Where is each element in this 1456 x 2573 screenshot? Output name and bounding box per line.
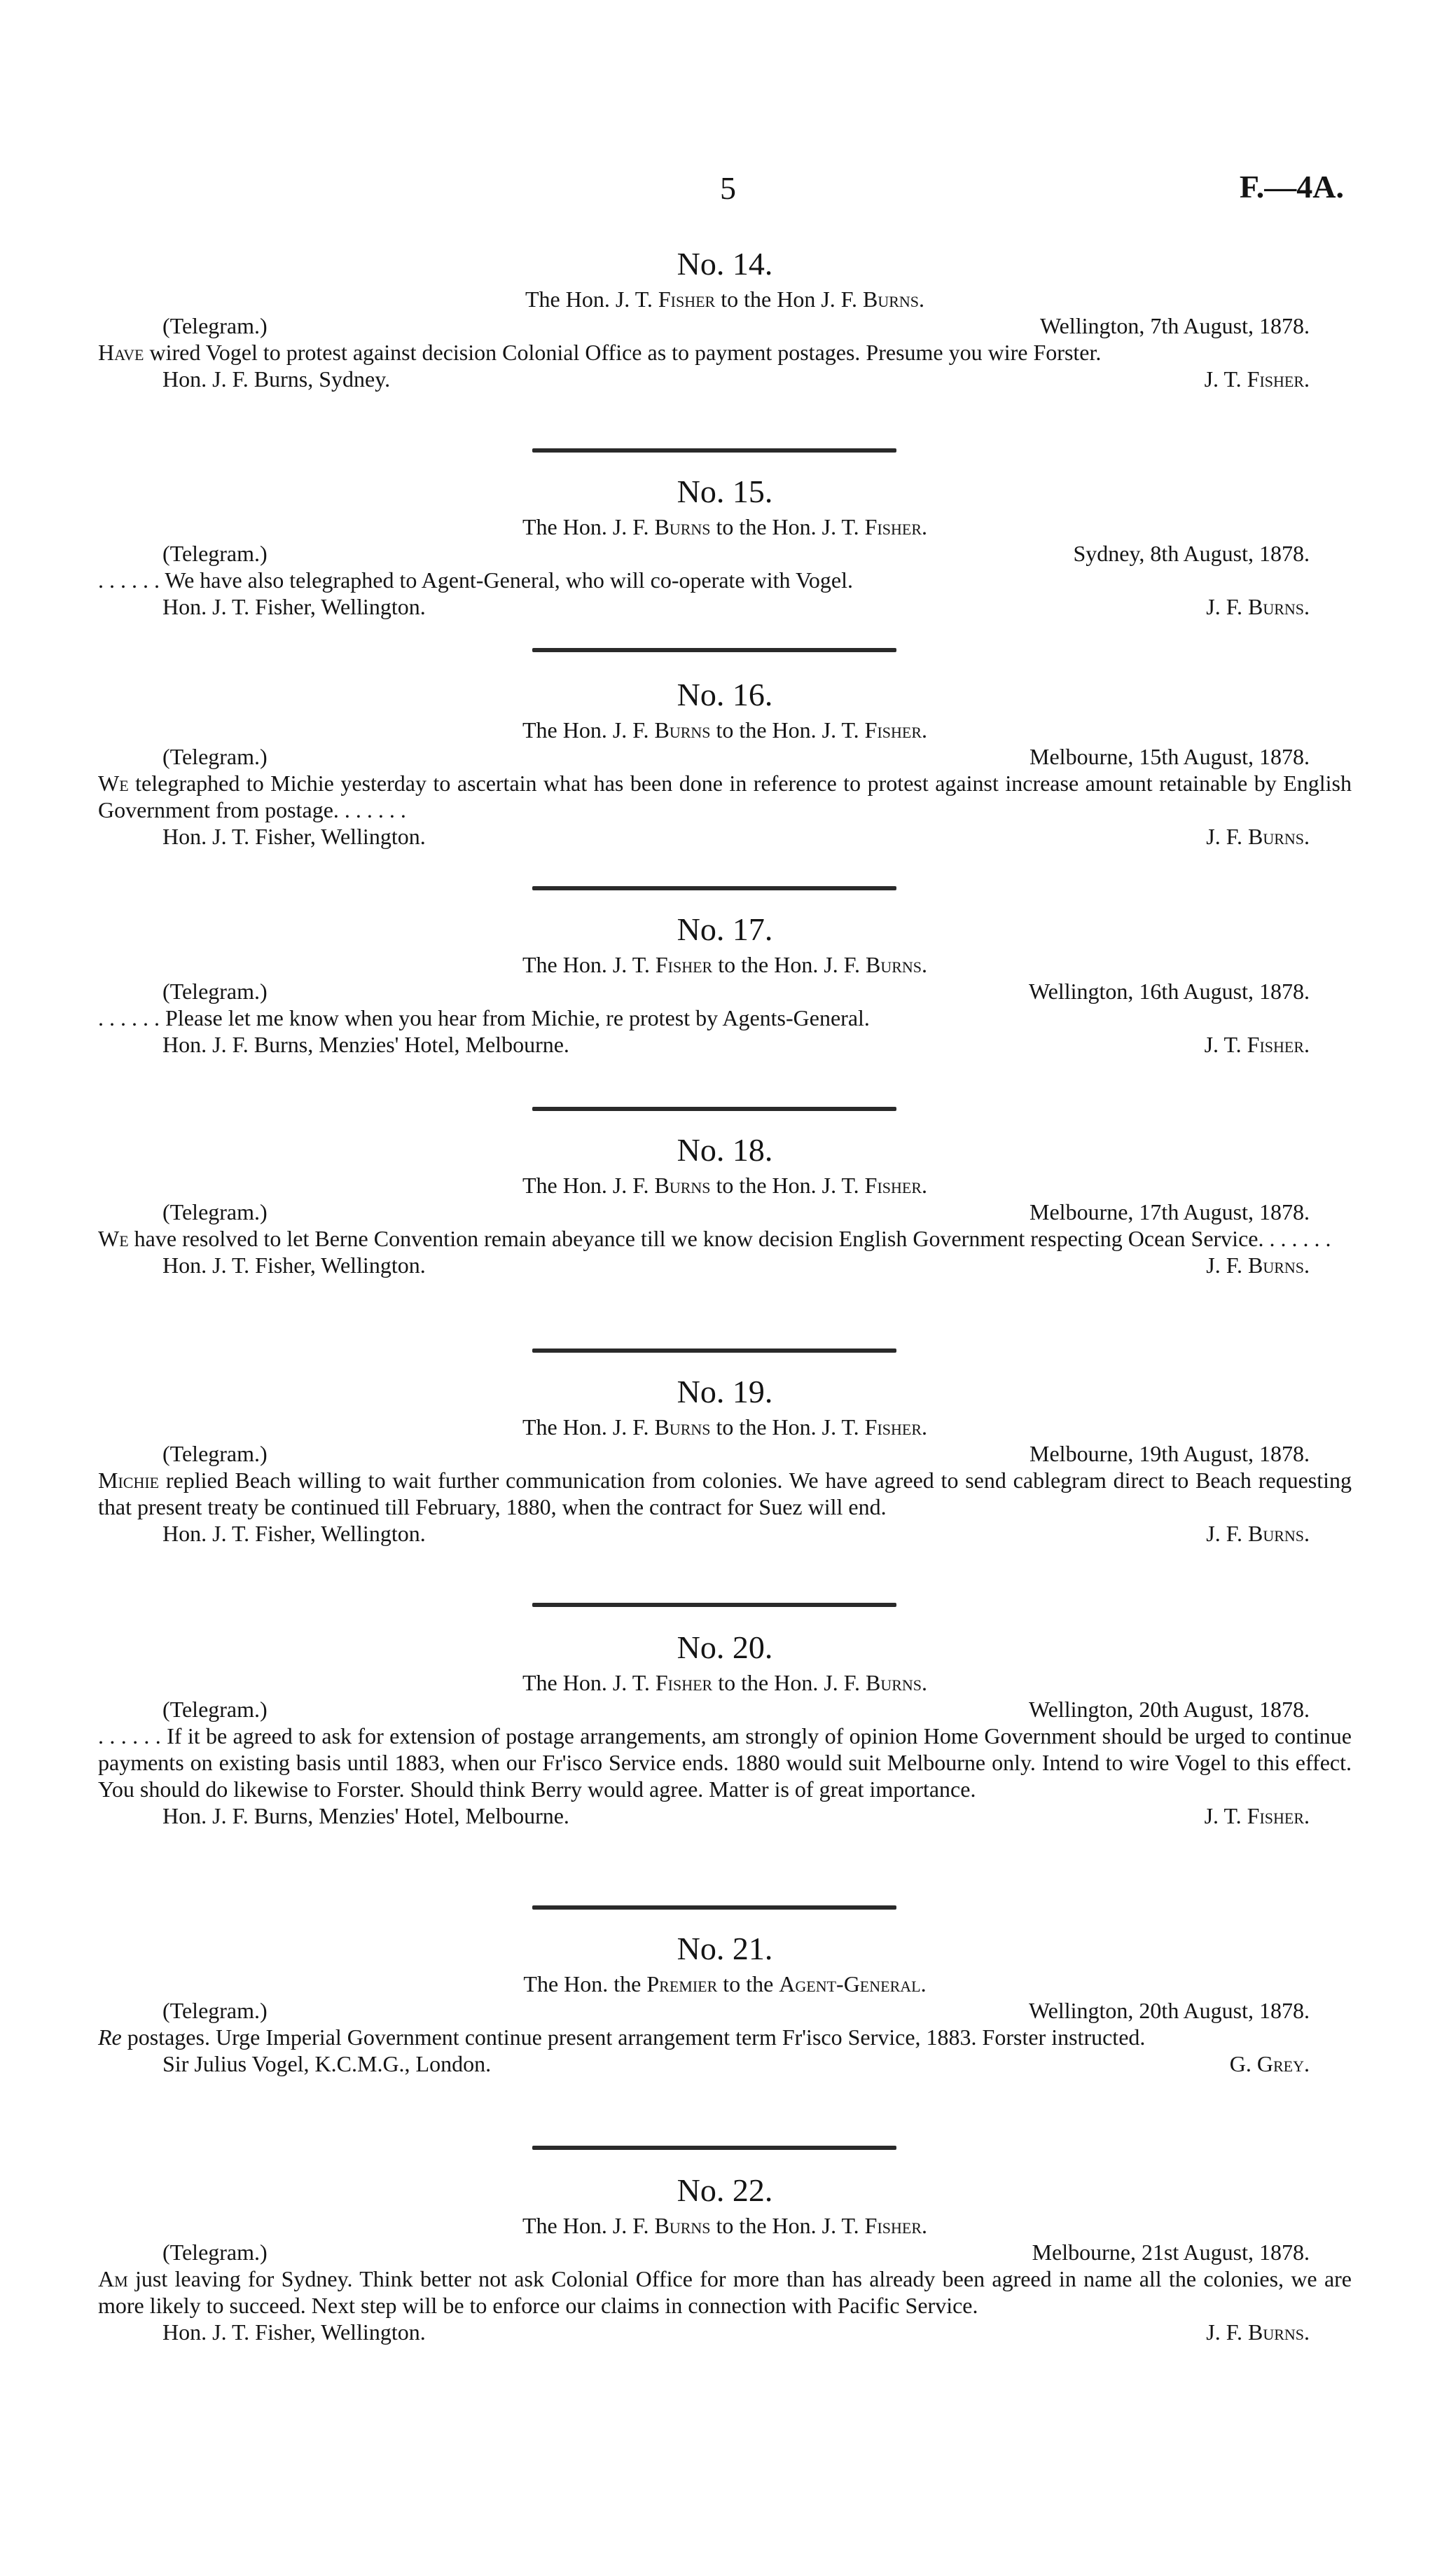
telegram-no-18 bbox=[98, 1131, 1352, 1278]
telegram-number: No. 14. bbox=[677, 246, 773, 282]
telegram-number: No. 22. bbox=[677, 2172, 773, 2208]
telegram-parties: The Hon. J. T. Fisher to the Hon. J. F. Burns. bbox=[522, 952, 928, 977]
telegram-no-16 bbox=[98, 676, 1352, 850]
telegram-body: . . . . . . We have also telegraphed to Agent-General, who will co-operate with Vogel. bbox=[98, 567, 854, 593]
telegram-no-17 bbox=[98, 911, 1352, 1058]
telegram-number: No. 19. bbox=[677, 1374, 773, 1409]
telegram-no-22 bbox=[98, 2172, 1352, 2345]
telegram-number: No. 20. bbox=[677, 1629, 773, 1665]
telegram-body: We telegraphed to Michie yesterday to ascertain what has been done in reference to protest against increase amount retainable by English Government from postage. . . . . . . bbox=[98, 771, 1352, 822]
telegram-parties: The Hon. J. T. Fisher to the Hon. J. F. Burns. bbox=[522, 1670, 928, 1695]
telegram-no-14 bbox=[98, 245, 1352, 392]
section-divider bbox=[532, 1107, 896, 1111]
section-divider bbox=[532, 1348, 896, 1353]
telegram-no-21 bbox=[98, 1930, 1352, 2077]
telegram-meta: (Telegram.) Melbourne, 15th August, 1878. bbox=[162, 744, 1310, 769]
telegram-parties: The Hon. the Premier to the Agent-General. bbox=[523, 1971, 927, 1996]
telegram-parties: The Hon. J. T. Fisher to the Hon J. F. Burns. bbox=[525, 287, 925, 312]
section-divider bbox=[532, 648, 896, 652]
telegram-parties: The Hon. J. F. Burns to the Hon. J. T. Fisher. bbox=[522, 1173, 928, 1198]
telegram-no-19 bbox=[98, 1373, 1352, 1547]
telegram-parties: The Hon. J. F. Burns to the Hon. J. T. Fisher. bbox=[522, 2213, 928, 2238]
telegram-body: Re postages. Urge Imperial Government continue present arrangement term Fr'isco Service, 1883. Forster instructed. bbox=[98, 2024, 1146, 2050]
telegram-parties: The Hon. J. F. Burns to the Hon. J. T. Fisher. bbox=[522, 717, 928, 743]
telegram-signoff: Hon. J. F. Burns, Menzies' Hotel, Melbourne. J. T. Fisher. bbox=[162, 1803, 1310, 1828]
telegram-number: No. 18. bbox=[677, 1132, 773, 1168]
telegram-no-20 bbox=[98, 1629, 1352, 1829]
telegram-number: No. 15. bbox=[677, 474, 773, 509]
section-divider bbox=[532, 886, 896, 890]
telegram-meta: (Telegram.) Melbourne, 19th August, 1878. bbox=[162, 1441, 1310, 1466]
telegram-number: No. 16. bbox=[677, 677, 773, 712]
telegram-body: Have wired Vogel to protest against decision Colonial Office as to payment postages. Presume you wire Forster. bbox=[98, 340, 1102, 365]
telegram-body: . . . . . . If it be agreed to ask for extension of postage arrangements, am strongly of opinion Home Government should be urged to continue payments on existing basis until 1883, when our Fr'isco Service ends. 1880 would suit Melbourne only. Intend to wire Vogel to this effect. You should do likewise to Forster. Should think Berry would agree. Matter is of great importance. bbox=[98, 1723, 1352, 1802]
telegram-signoff: Sir Julius Vogel, K.C.M.G., London. G. Grey. bbox=[162, 2051, 1310, 2076]
section-divider bbox=[532, 448, 896, 453]
telegram-body: Am just leaving for Sydney. Think better not ask Colonial Office for more than has already been agreed in name all the colonies, we are more likely to succeed. Next step will be to enforce our claims in connection with Pacific Service. bbox=[98, 2266, 1352, 2318]
section-divider bbox=[532, 1603, 896, 1607]
telegram-signoff: Hon. J. T. Fisher, Wellington. J. F. Burns. bbox=[162, 594, 1310, 619]
telegram-meta: (Telegram.) Sydney, 8th August, 1878. bbox=[162, 541, 1310, 566]
telegram-number: No. 21. bbox=[677, 1931, 773, 1966]
telegram-no-15 bbox=[98, 473, 1352, 620]
telegram-signoff: Hon. J. F. Burns, Menzies' Hotel, Melbourne. J. T. Fisher. bbox=[162, 1032, 1310, 1057]
telegram-parties: The Hon. J. F. Burns to the Hon. J. T. Fisher. bbox=[522, 514, 928, 539]
telegram-signoff: Hon. J. T. Fisher, Wellington. J. F. Burns. bbox=[162, 2319, 1310, 2345]
telegram-meta: (Telegram.) Wellington, 16th August, 1878. bbox=[162, 979, 1310, 1004]
section-divider bbox=[532, 2146, 896, 2150]
telegram-signoff: Hon. J. T. Fisher, Wellington. J. F. Burns. bbox=[162, 824, 1310, 849]
telegram-body: Michie replied Beach willing to wait further communication from colonies. We have agreed to send cablegram direct to Beach requesting that present treaty be continued till February, 1880, when the contract for Suez will end. bbox=[98, 1468, 1352, 1519]
telegram-meta: (Telegram.) Melbourne, 17th August, 1878. bbox=[162, 1199, 1310, 1225]
section-divider bbox=[532, 1905, 896, 1910]
telegram-body: We have resolved to let Berne Convention remain abeyance till we know decision English Government respecting Ocean Service. . . . . . . bbox=[98, 1226, 1331, 1251]
telegram-meta: (Telegram.) Wellington, 20th August, 1878. bbox=[162, 1998, 1310, 2023]
telegram-meta: (Telegram.) Wellington, 7th August, 1878. bbox=[162, 313, 1310, 338]
telegram-parties: The Hon. J. F. Burns to the Hon. J. T. Fisher. bbox=[522, 1414, 928, 1440]
telegram-signoff: Hon. J. F. Burns, Sydney. J. T. Fisher. bbox=[162, 366, 1310, 392]
telegram-signoff: Hon. J. T. Fisher, Wellington. J. F. Burns. bbox=[162, 1521, 1310, 1546]
telegram-meta: (Telegram.) Melbourne, 21st August, 1878. bbox=[162, 2240, 1310, 2265]
telegram-meta: (Telegram.) Wellington, 20th August, 1878. bbox=[162, 1697, 1310, 1722]
telegram-number: No. 17. bbox=[677, 911, 773, 947]
document-reference: F.—4A. bbox=[1239, 169, 1344, 205]
telegram-body: . . . . . . Please let me know when you hear from Michie, re protest by Agents-General. bbox=[98, 1005, 870, 1030]
page-number: 5 bbox=[720, 170, 736, 206]
telegram-signoff: Hon. J. T. Fisher, Wellington. J. F. Burns. bbox=[162, 1253, 1310, 1278]
